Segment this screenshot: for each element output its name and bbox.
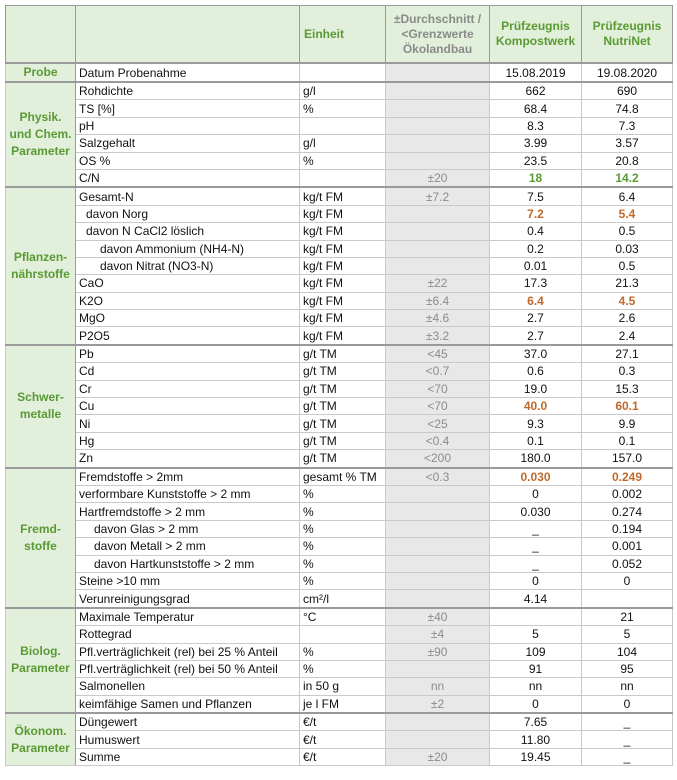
parameter-cell: Gesamt-N bbox=[76, 187, 300, 205]
unit-cell: je l FM bbox=[300, 695, 386, 713]
table-row bbox=[6, 590, 673, 608]
value-nutrinet: 21.3 bbox=[582, 275, 673, 292]
table-row bbox=[6, 415, 673, 432]
value-nutrinet: 95 bbox=[582, 660, 673, 677]
table-row bbox=[6, 626, 673, 643]
average-cell bbox=[386, 520, 490, 537]
value-kompostwerk: 2.7 bbox=[490, 310, 582, 327]
unit-cell: % bbox=[300, 503, 386, 520]
value-kompostwerk: _ bbox=[490, 538, 582, 555]
value-nutrinet: 104 bbox=[582, 643, 673, 660]
average-cell: <0.3 bbox=[386, 468, 490, 486]
parameter-cell: Salmonellen bbox=[76, 678, 300, 695]
parameter-cell: pH bbox=[76, 117, 300, 134]
average-cell: ±7.2 bbox=[386, 187, 490, 205]
table-row bbox=[6, 240, 673, 257]
unit-cell: % bbox=[300, 555, 386, 572]
value-nutrinet: 5 bbox=[582, 626, 673, 643]
value-kompostwerk: 15.08.2019 bbox=[490, 63, 582, 82]
parameter-cell: Cu bbox=[76, 398, 300, 415]
unit-cell bbox=[300, 117, 386, 134]
value-kompostwerk: 0 bbox=[490, 485, 582, 502]
table-row bbox=[6, 275, 673, 292]
parameter-cell: Zn bbox=[76, 450, 300, 468]
parameter-cell: Cr bbox=[76, 380, 300, 397]
table-row bbox=[6, 468, 673, 486]
header-average: ±Durchschnitt / <Grenzwerte Ökolandbau bbox=[386, 6, 490, 64]
parameter-cell: davon Nitrat (NO3-N) bbox=[76, 257, 300, 274]
unit-cell: cm²/l bbox=[300, 590, 386, 608]
value-nutrinet: nn bbox=[582, 678, 673, 695]
average-cell: <45 bbox=[386, 345, 490, 363]
table-row bbox=[6, 257, 673, 274]
parameter-cell: Salzgehalt bbox=[76, 135, 300, 152]
parameter-cell: CaO bbox=[76, 275, 300, 292]
group-label: Probe bbox=[6, 63, 76, 82]
value-kompostwerk: 662 bbox=[490, 82, 582, 100]
unit-cell: €/t bbox=[300, 731, 386, 748]
parameter-cell: MgO bbox=[76, 310, 300, 327]
table-row bbox=[6, 135, 673, 152]
average-cell: ±40 bbox=[386, 608, 490, 626]
table-row bbox=[6, 380, 673, 397]
table-row bbox=[6, 713, 673, 731]
unit-cell: g/t TM bbox=[300, 450, 386, 468]
unit-cell: €/t bbox=[300, 748, 386, 765]
value-kompostwerk: 91 bbox=[490, 660, 582, 677]
unit-cell: €/t bbox=[300, 713, 386, 731]
table-row bbox=[6, 748, 673, 765]
table-row bbox=[6, 678, 673, 695]
table-row bbox=[6, 223, 673, 240]
average-cell: ±3.2 bbox=[386, 327, 490, 345]
average-cell bbox=[386, 572, 490, 589]
table-row bbox=[6, 152, 673, 169]
table-row bbox=[6, 205, 673, 222]
header-report-nutrinet: Prüfzeugnis NutriNet bbox=[582, 6, 673, 64]
average-cell bbox=[386, 63, 490, 82]
parameter-cell: Maximale Temperatur bbox=[76, 608, 300, 626]
table-row bbox=[6, 643, 673, 660]
average-cell: ±20 bbox=[386, 748, 490, 765]
unit-cell: % bbox=[300, 485, 386, 502]
average-cell: <0.4 bbox=[386, 432, 490, 449]
average-cell: ±4 bbox=[386, 626, 490, 643]
header-report-kompostwerk: Prüfzeugnis Kompostwerk bbox=[490, 6, 582, 64]
header-parameter bbox=[76, 6, 300, 64]
value-nutrinet: 0.001 bbox=[582, 538, 673, 555]
group-label: Ökonom. Parameter bbox=[6, 713, 76, 766]
table-row bbox=[6, 310, 673, 327]
value-kompostwerk: 3.99 bbox=[490, 135, 582, 152]
unit-cell: g/t TM bbox=[300, 345, 386, 363]
parameter-cell: K2O bbox=[76, 292, 300, 309]
value-kompostwerk: 19.45 bbox=[490, 748, 582, 765]
group-label: Pflanzen-nährstoffe bbox=[6, 187, 76, 345]
value-nutrinet: 0.249 bbox=[582, 468, 673, 486]
group-label: Biolog. Parameter bbox=[6, 608, 76, 713]
table-row bbox=[6, 169, 673, 187]
parameter-cell: Pfl.verträglichkeit (rel) bei 25 % Anteil bbox=[76, 643, 300, 660]
parameter-cell: Düngewert bbox=[76, 713, 300, 731]
unit-cell: % bbox=[300, 520, 386, 537]
average-cell bbox=[386, 660, 490, 677]
value-nutrinet: 6.4 bbox=[582, 187, 673, 205]
header-row bbox=[6, 6, 673, 64]
value-nutrinet: 15.3 bbox=[582, 380, 673, 397]
header-corner bbox=[6, 6, 76, 64]
value-kompostwerk: 0.1 bbox=[490, 432, 582, 449]
value-nutrinet: 0.3 bbox=[582, 363, 673, 380]
value-nutrinet: _ bbox=[582, 731, 673, 748]
value-nutrinet: 0.274 bbox=[582, 503, 673, 520]
unit-cell: kg/t FM bbox=[300, 257, 386, 274]
unit-cell: g/l bbox=[300, 82, 386, 100]
parameter-cell: Rottegrad bbox=[76, 626, 300, 643]
value-kompostwerk: 2.7 bbox=[490, 327, 582, 345]
compost-comparison-table bbox=[5, 5, 673, 766]
value-nutrinet: 27.1 bbox=[582, 345, 673, 363]
table-row bbox=[6, 520, 673, 537]
table-row bbox=[6, 572, 673, 589]
parameter-cell: TS [%] bbox=[76, 100, 300, 117]
header-unit: Einheit bbox=[300, 6, 386, 64]
value-kompostwerk: 9.3 bbox=[490, 415, 582, 432]
average-cell: <0.7 bbox=[386, 363, 490, 380]
unit-cell: kg/t FM bbox=[300, 223, 386, 240]
value-kompostwerk bbox=[490, 608, 582, 626]
value-kompostwerk: 5 bbox=[490, 626, 582, 643]
value-kompostwerk: 4.14 bbox=[490, 590, 582, 608]
table-row bbox=[6, 187, 673, 205]
parameter-cell: Cd bbox=[76, 363, 300, 380]
value-kompostwerk: 7.65 bbox=[490, 713, 582, 731]
value-nutrinet: 21 bbox=[582, 608, 673, 626]
unit-cell: kg/t FM bbox=[300, 187, 386, 205]
table-row bbox=[6, 503, 673, 520]
average-cell bbox=[386, 713, 490, 731]
parameter-cell: davon Ammonium (NH4-N) bbox=[76, 240, 300, 257]
value-kompostwerk: nn bbox=[490, 678, 582, 695]
value-kompostwerk: 0.2 bbox=[490, 240, 582, 257]
average-cell bbox=[386, 223, 490, 240]
value-nutrinet: 2.6 bbox=[582, 310, 673, 327]
value-nutrinet: 0 bbox=[582, 695, 673, 713]
value-nutrinet: 3.57 bbox=[582, 135, 673, 152]
unit-cell: °C bbox=[300, 608, 386, 626]
unit-cell: % bbox=[300, 660, 386, 677]
value-nutrinet: 2.4 bbox=[582, 327, 673, 345]
average-cell: nn bbox=[386, 678, 490, 695]
value-nutrinet: 0.002 bbox=[582, 485, 673, 502]
value-kompostwerk: 0.01 bbox=[490, 257, 582, 274]
value-nutrinet: 0.1 bbox=[582, 432, 673, 449]
average-cell: ±90 bbox=[386, 643, 490, 660]
group-label: Schwer-metalle bbox=[6, 345, 76, 468]
value-kompostwerk: 18 bbox=[490, 169, 582, 187]
average-cell bbox=[386, 538, 490, 555]
value-kompostwerk: 17.3 bbox=[490, 275, 582, 292]
table-row bbox=[6, 485, 673, 502]
value-kompostwerk: 6.4 bbox=[490, 292, 582, 309]
group-label: Physik. und Chem. Parameter bbox=[6, 82, 76, 187]
unit-cell: kg/t FM bbox=[300, 205, 386, 222]
value-nutrinet: 20.8 bbox=[582, 152, 673, 169]
parameter-cell: Pb bbox=[76, 345, 300, 363]
unit-cell bbox=[300, 63, 386, 82]
value-kompostwerk: 19.0 bbox=[490, 380, 582, 397]
value-kompostwerk: 37.0 bbox=[490, 345, 582, 363]
value-nutrinet: 9.9 bbox=[582, 415, 673, 432]
value-kompostwerk: 68.4 bbox=[490, 100, 582, 117]
value-nutrinet: _ bbox=[582, 748, 673, 765]
value-kompostwerk: 180.0 bbox=[490, 450, 582, 468]
value-nutrinet: 690 bbox=[582, 82, 673, 100]
value-kompostwerk: 23.5 bbox=[490, 152, 582, 169]
average-cell: ±4.6 bbox=[386, 310, 490, 327]
unit-cell: % bbox=[300, 100, 386, 117]
parameter-cell: keimfähige Samen und Pflanzen bbox=[76, 695, 300, 713]
value-nutrinet: 0 bbox=[582, 572, 673, 589]
value-kompostwerk: _ bbox=[490, 520, 582, 537]
average-cell bbox=[386, 731, 490, 748]
value-kompostwerk: 7.5 bbox=[490, 187, 582, 205]
table-row bbox=[6, 608, 673, 626]
average-cell bbox=[386, 100, 490, 117]
parameter-cell: davon Norg bbox=[76, 205, 300, 222]
parameter-cell: Pfl.verträglichkeit (rel) bei 50 % Anteil bbox=[76, 660, 300, 677]
unit-cell: kg/t FM bbox=[300, 240, 386, 257]
value-kompostwerk: 0 bbox=[490, 572, 582, 589]
unit-cell: kg/t FM bbox=[300, 275, 386, 292]
value-nutrinet: 0.194 bbox=[582, 520, 673, 537]
average-cell: ±22 bbox=[386, 275, 490, 292]
parameter-cell: Ni bbox=[76, 415, 300, 432]
average-cell bbox=[386, 485, 490, 502]
average-cell: ±20 bbox=[386, 169, 490, 187]
unit-cell: g/t TM bbox=[300, 415, 386, 432]
average-cell bbox=[386, 590, 490, 608]
unit-cell: % bbox=[300, 643, 386, 660]
unit-cell: % bbox=[300, 572, 386, 589]
unit-cell: kg/t FM bbox=[300, 310, 386, 327]
table-row bbox=[6, 660, 673, 677]
parameter-cell: OS % bbox=[76, 152, 300, 169]
value-kompostwerk: 0 bbox=[490, 695, 582, 713]
unit-cell: kg/t FM bbox=[300, 327, 386, 345]
unit-cell: % bbox=[300, 152, 386, 169]
value-nutrinet: 60.1 bbox=[582, 398, 673, 415]
value-nutrinet: 157.0 bbox=[582, 450, 673, 468]
average-cell bbox=[386, 82, 490, 100]
parameter-cell: Humuswert bbox=[76, 731, 300, 748]
average-cell bbox=[386, 135, 490, 152]
parameter-cell: Datum Probenahme bbox=[76, 63, 300, 82]
value-kompostwerk: 0.030 bbox=[490, 468, 582, 486]
value-nutrinet bbox=[582, 590, 673, 608]
unit-cell: g/t TM bbox=[300, 380, 386, 397]
unit-cell: g/t TM bbox=[300, 398, 386, 415]
value-nutrinet: _ bbox=[582, 713, 673, 731]
average-cell: <70 bbox=[386, 380, 490, 397]
table-row bbox=[6, 82, 673, 100]
value-nutrinet: 74.8 bbox=[582, 100, 673, 117]
value-nutrinet: 0.5 bbox=[582, 257, 673, 274]
average-cell: <25 bbox=[386, 415, 490, 432]
unit-cell: g/t TM bbox=[300, 432, 386, 449]
parameter-cell: davon Glas > 2 mm bbox=[76, 520, 300, 537]
value-kompostwerk: 0.4 bbox=[490, 223, 582, 240]
table-row bbox=[6, 450, 673, 468]
table-row bbox=[6, 555, 673, 572]
value-nutrinet: 0.052 bbox=[582, 555, 673, 572]
value-nutrinet: 4.5 bbox=[582, 292, 673, 309]
parameter-cell: Verunreinigungsgrad bbox=[76, 590, 300, 608]
value-kompostwerk: 7.2 bbox=[490, 205, 582, 222]
value-kompostwerk: 109 bbox=[490, 643, 582, 660]
table-row bbox=[6, 538, 673, 555]
unit-cell: g/t TM bbox=[300, 363, 386, 380]
unit-cell: gesamt % TM bbox=[300, 468, 386, 486]
average-cell bbox=[386, 117, 490, 134]
value-kompostwerk: 11.80 bbox=[490, 731, 582, 748]
average-cell bbox=[386, 555, 490, 572]
value-nutrinet: 0.03 bbox=[582, 240, 673, 257]
average-cell bbox=[386, 257, 490, 274]
parameter-cell: verformbare Kunststoffe > 2 mm bbox=[76, 485, 300, 502]
average-cell: ±6.4 bbox=[386, 292, 490, 309]
average-cell bbox=[386, 503, 490, 520]
unit-cell bbox=[300, 626, 386, 643]
table-body bbox=[6, 63, 673, 766]
table-row bbox=[6, 345, 673, 363]
parameter-cell: davon N CaCl2 löslich bbox=[76, 223, 300, 240]
parameter-cell: davon Hartkunststoffe > 2 mm bbox=[76, 555, 300, 572]
parameter-cell: P2O5 bbox=[76, 327, 300, 345]
table-row bbox=[6, 363, 673, 380]
value-nutrinet: 19.08.2020 bbox=[582, 63, 673, 82]
table-row bbox=[6, 731, 673, 748]
value-nutrinet: 14.2 bbox=[582, 169, 673, 187]
parameter-cell: C/N bbox=[76, 169, 300, 187]
value-kompostwerk: _ bbox=[490, 555, 582, 572]
parameter-cell: Rohdichte bbox=[76, 82, 300, 100]
value-nutrinet: 0.5 bbox=[582, 223, 673, 240]
value-kompostwerk: 0.6 bbox=[490, 363, 582, 380]
parameter-cell: Fremdstoffe > 2mm bbox=[76, 468, 300, 486]
average-cell bbox=[386, 205, 490, 222]
unit-cell: g/l bbox=[300, 135, 386, 152]
unit-cell: in 50 g bbox=[300, 678, 386, 695]
average-cell bbox=[386, 240, 490, 257]
parameter-cell: davon Metall > 2 mm bbox=[76, 538, 300, 555]
parameter-cell: Hartfremdstoffe > 2 mm bbox=[76, 503, 300, 520]
average-cell: <70 bbox=[386, 398, 490, 415]
average-cell: ±2 bbox=[386, 695, 490, 713]
parameter-cell: Summe bbox=[76, 748, 300, 765]
table-row bbox=[6, 432, 673, 449]
value-kompostwerk: 40.0 bbox=[490, 398, 582, 415]
table-row bbox=[6, 100, 673, 117]
value-nutrinet: 7.3 bbox=[582, 117, 673, 134]
table-row bbox=[6, 117, 673, 134]
value-kompostwerk: 8.3 bbox=[490, 117, 582, 134]
average-cell bbox=[386, 152, 490, 169]
value-nutrinet: 5.4 bbox=[582, 205, 673, 222]
table-row bbox=[6, 327, 673, 345]
parameter-cell: Hg bbox=[76, 432, 300, 449]
unit-cell bbox=[300, 169, 386, 187]
table-row bbox=[6, 398, 673, 415]
table-row bbox=[6, 63, 673, 82]
value-kompostwerk: 0.030 bbox=[490, 503, 582, 520]
table-row bbox=[6, 292, 673, 309]
group-label: Fremd-stoffe bbox=[6, 468, 76, 608]
unit-cell: % bbox=[300, 538, 386, 555]
unit-cell: kg/t FM bbox=[300, 292, 386, 309]
table-row bbox=[6, 695, 673, 713]
parameter-cell: Steine >10 mm bbox=[76, 572, 300, 589]
average-cell: <200 bbox=[386, 450, 490, 468]
